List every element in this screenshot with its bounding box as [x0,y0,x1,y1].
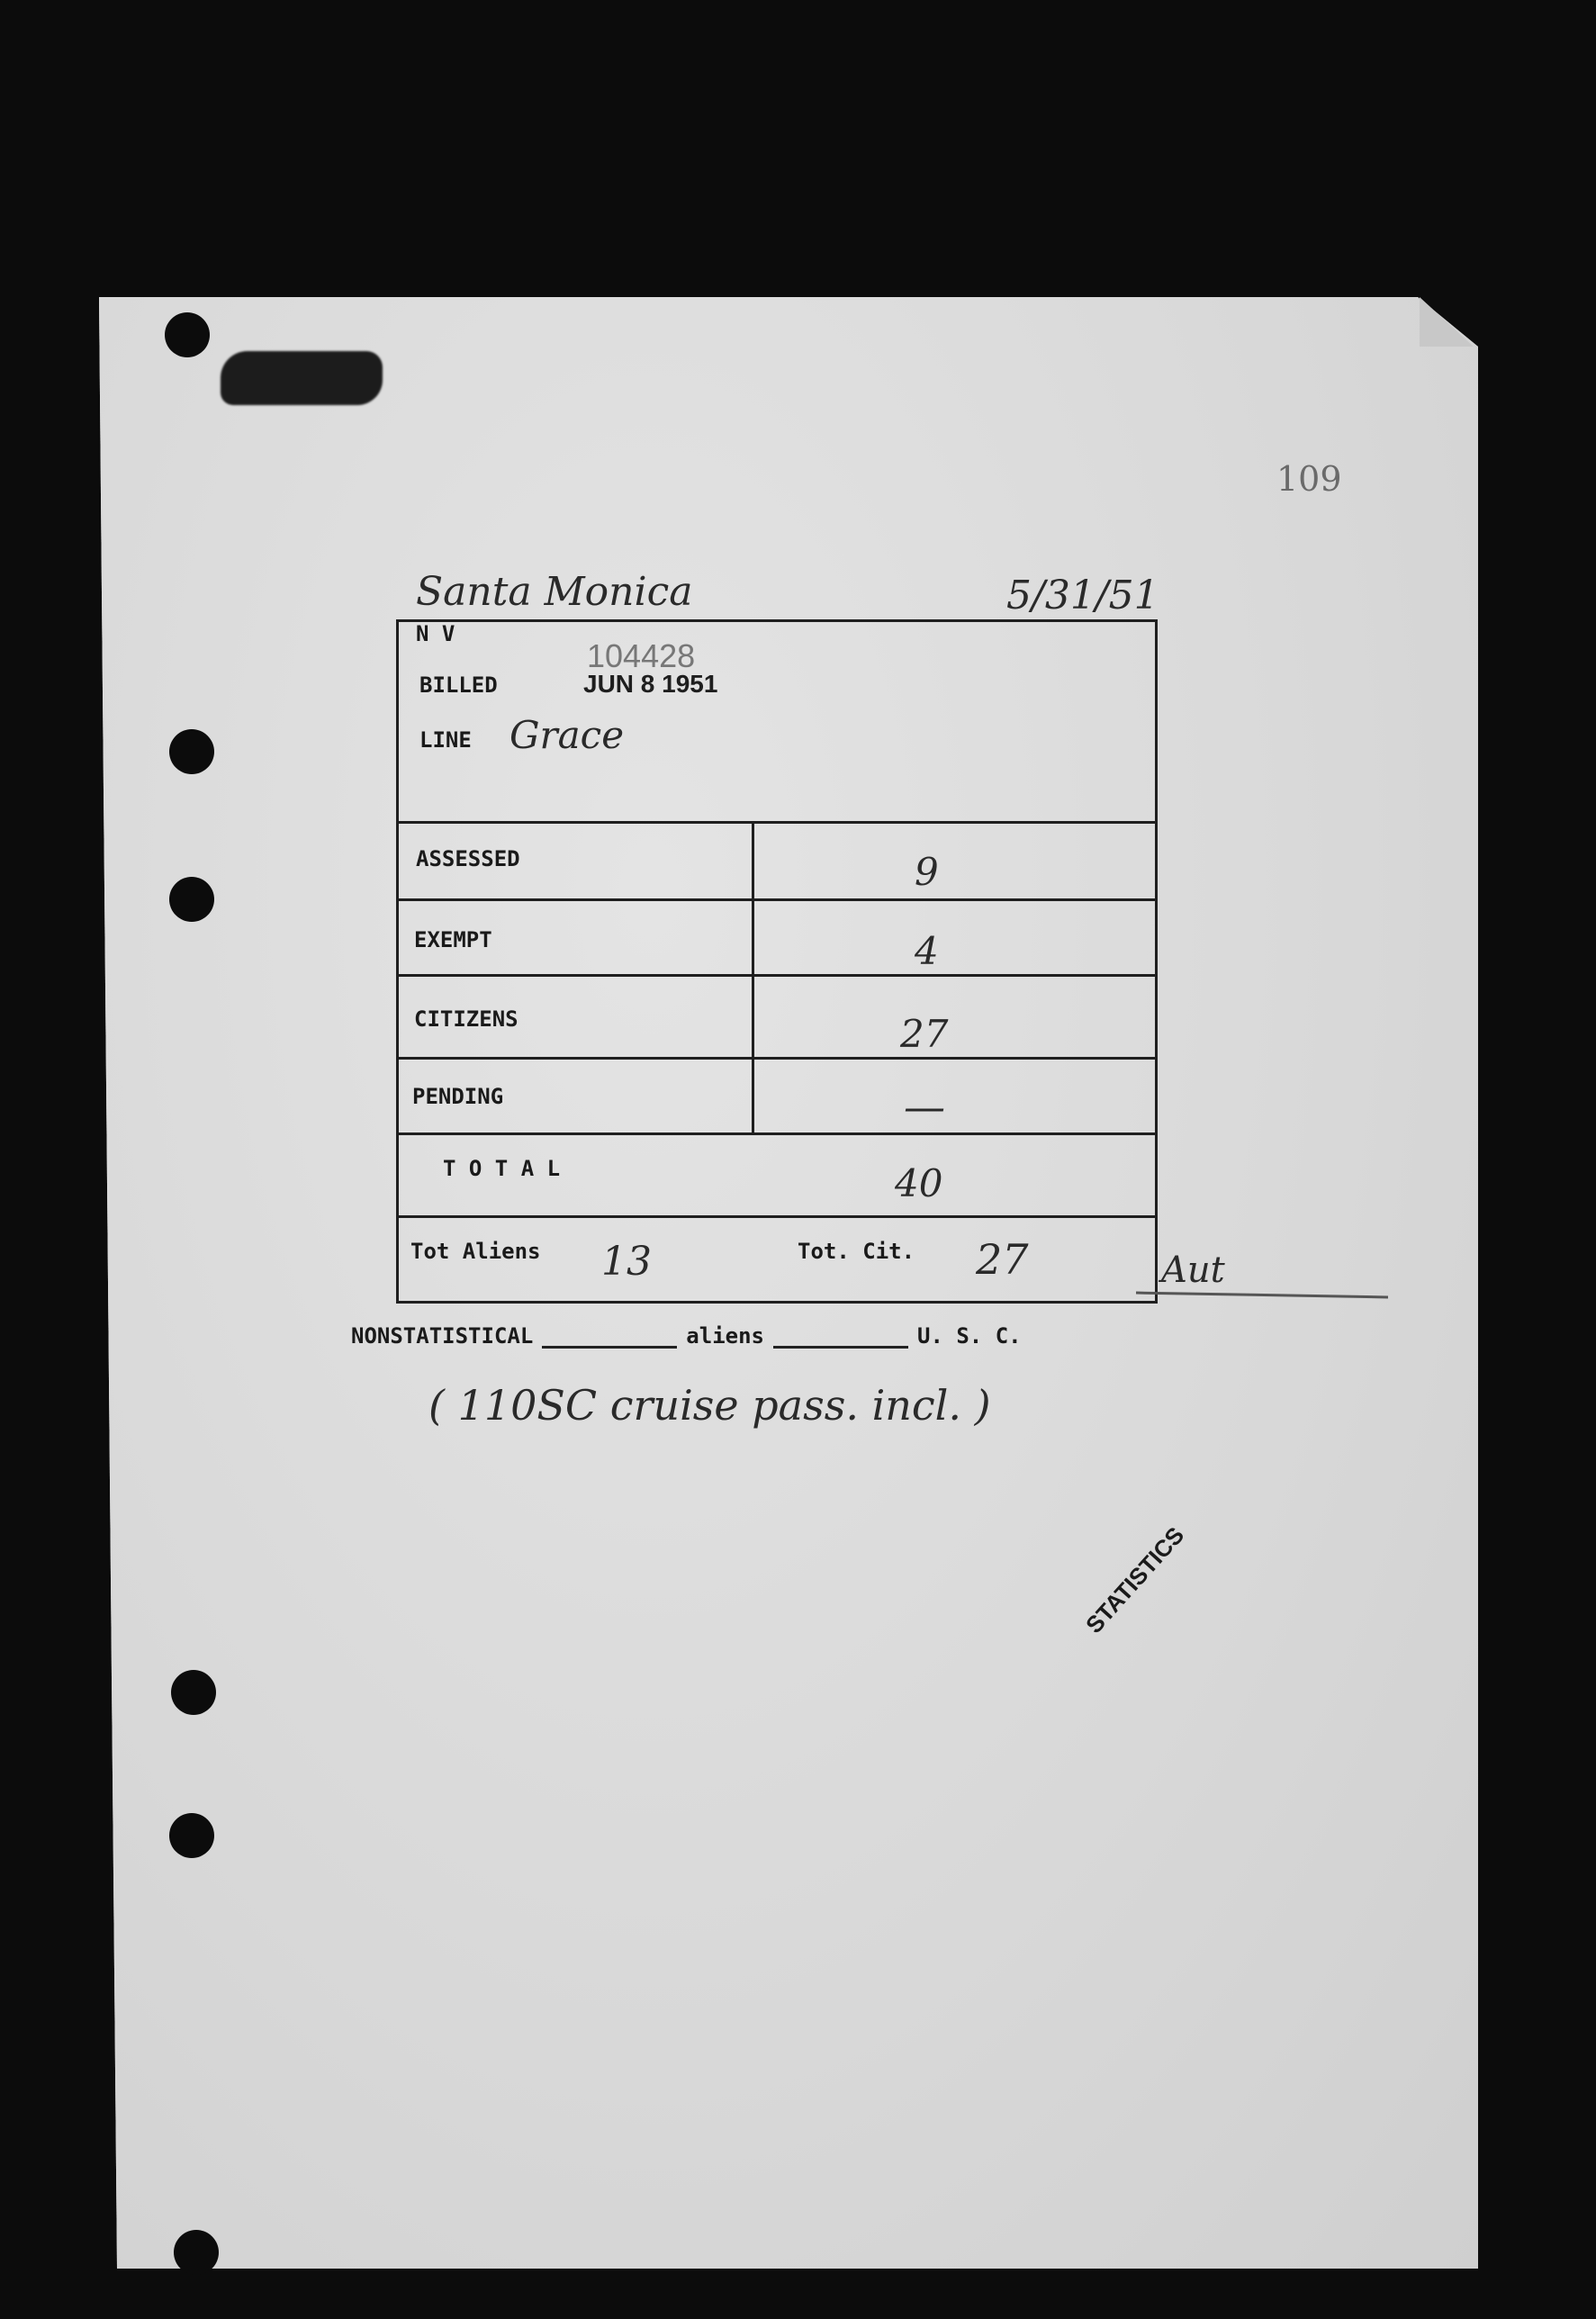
form-divider [396,1057,1158,1060]
port-name: Santa Monica [416,569,693,615]
assessed-label: ASSESSED [416,846,520,871]
ink-blot [221,351,383,405]
line-label: LINE [419,727,472,753]
citizens-label: CITIZENS [414,1006,518,1032]
punch-hole [169,1813,214,1858]
form-column-divider [752,821,754,1134]
punch-hole [171,1670,216,1715]
handwritten-note: ( 110SC cruise pass. incl. ) [428,1381,991,1430]
form-divider [396,821,1158,824]
exempt-value: 4 [915,929,939,973]
aliens-label: aliens [686,1323,764,1349]
citizens-value: 27 [900,1012,949,1056]
initials-signature: Aut [1161,1250,1225,1291]
aliens-blank [542,1346,677,1349]
tot-cit-value: 27 [976,1235,1029,1284]
line-value: Grace [509,713,625,757]
exempt-label: EXEMPT [414,927,492,952]
nv-label: N V [416,621,455,646]
usc-blank [773,1346,908,1349]
punch-hole [169,729,214,774]
stamp-number: 104428 [587,637,696,674]
form-divider [396,974,1158,977]
form-divider [396,1215,1158,1218]
usc-label: U. S. C. [917,1323,1022,1349]
total-label: T O T A L [443,1156,561,1181]
punch-hole [174,2230,219,2275]
pending-value: — [904,1082,945,1131]
assessed-value: 9 [915,850,939,894]
nonstatistical-label: NONSTATISTICAL [351,1323,534,1349]
pending-label: PENDING [412,1084,504,1109]
billed-label: BILLED [419,672,498,698]
page-number: 109 [1276,459,1342,499]
form-divider [396,898,1158,901]
folded-corner [1420,297,1474,347]
punch-hole [165,312,210,357]
tot-cit-label: Tot. Cit. [798,1239,915,1264]
form-divider [396,1132,1158,1135]
date-written: 5/31/51 [1006,573,1159,618]
punch-hole [169,877,214,922]
statistics-stamp: STATISTICS [1080,1521,1190,1639]
tot-aliens-label: Tot Aliens [410,1239,541,1264]
nonstatistical-row [351,1323,1022,1349]
billed-date-stamp: JUN 8 1951 [583,670,718,698]
total-value: 40 [895,1161,943,1205]
tot-aliens-value: 13 [601,1239,652,1285]
